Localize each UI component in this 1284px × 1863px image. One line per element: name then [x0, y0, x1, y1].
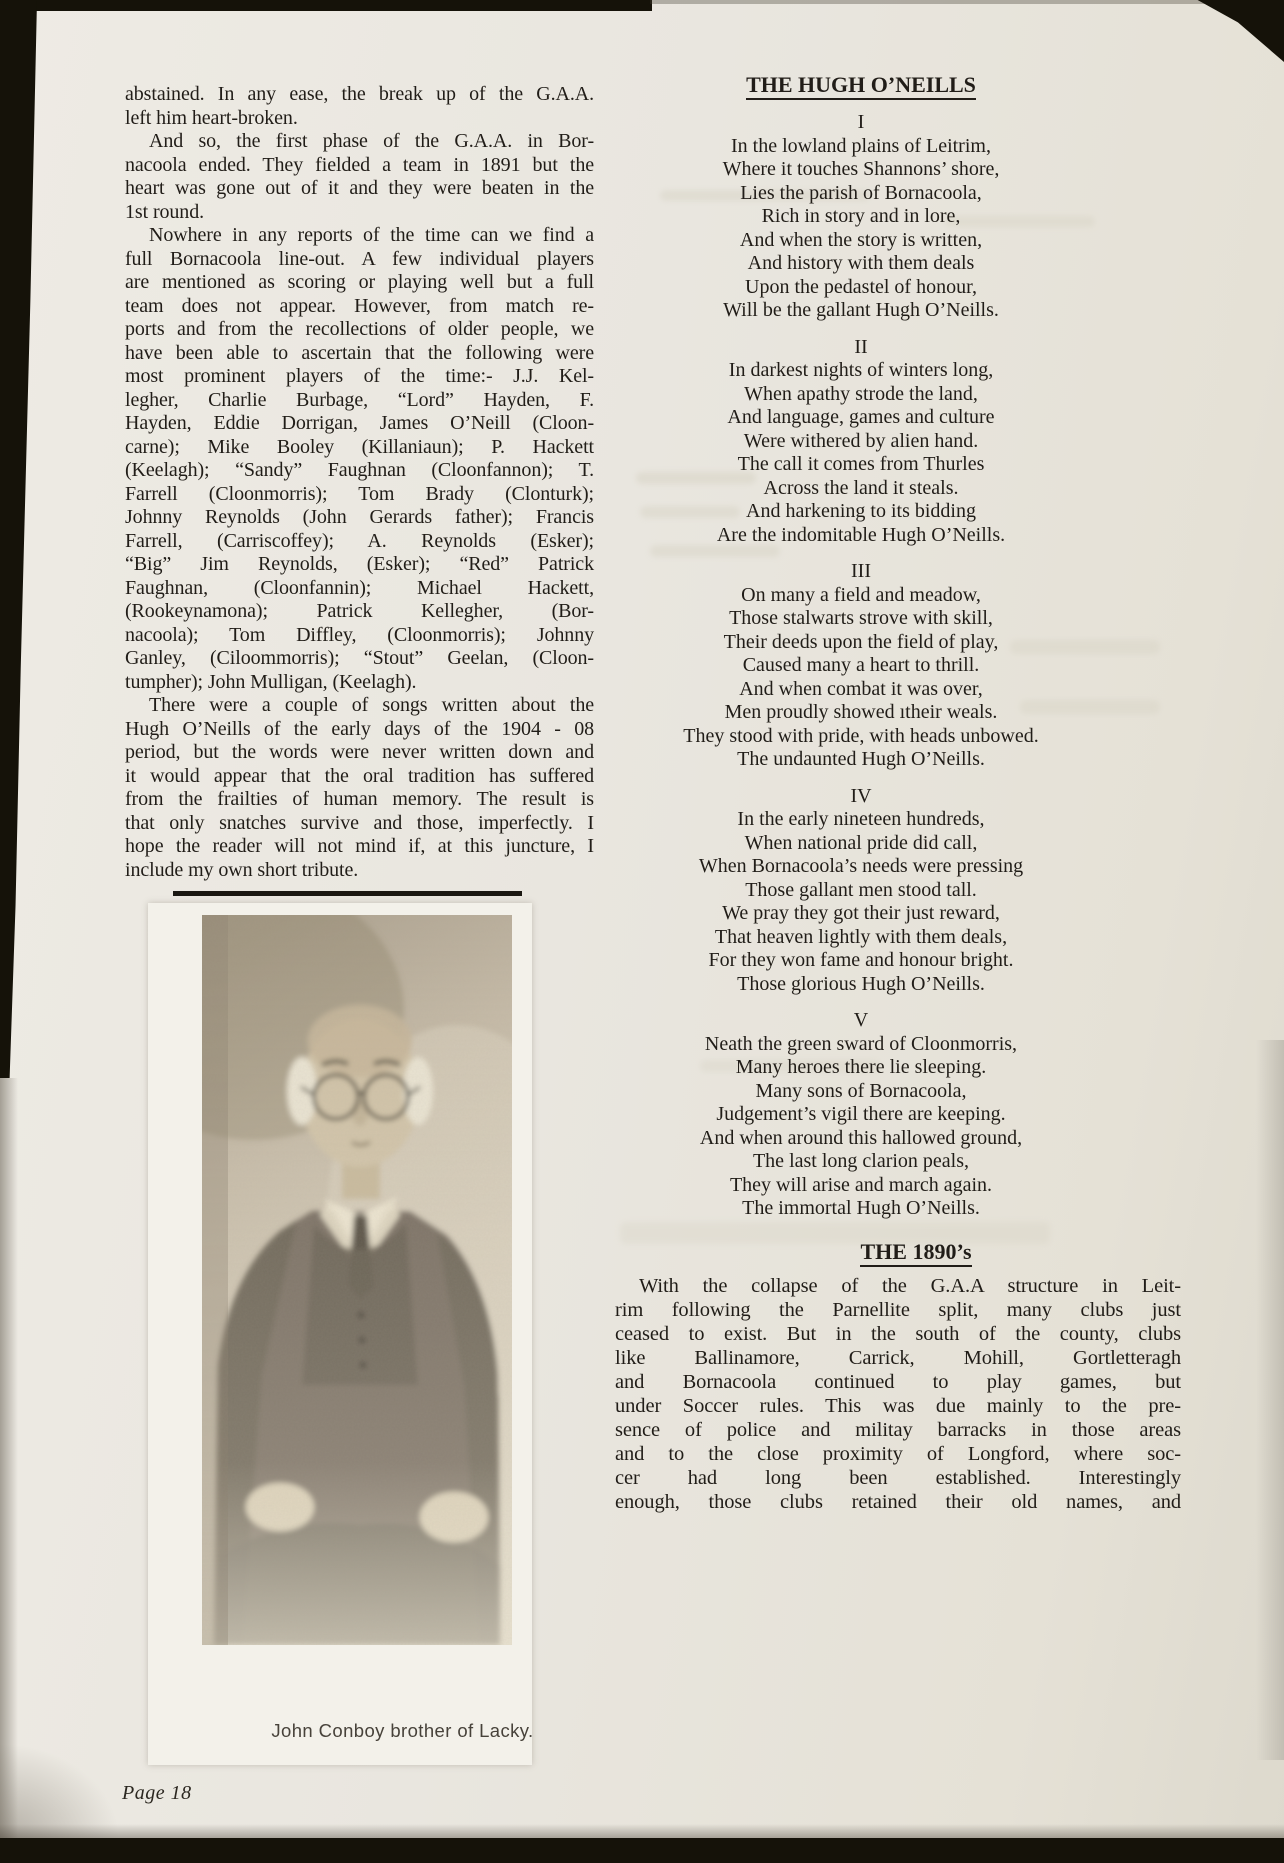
- poem-line: Are the indomitable Hugh O’Neills.: [716, 523, 1006, 546]
- poem-line: Neath the green sward of Cloonmorris,: [704, 1032, 1018, 1055]
- poem-column: [618, 72, 1104, 1221]
- text-line: Hayden, Eddie Dorrigan, James O’Neill (Cloon-: [125, 412, 594, 434]
- text-line: Ganley, (Ciloommorris); “Stout” Geelan, (Cloon-: [125, 647, 594, 669]
- text-line: ports and from the recollections of older people, we: [125, 318, 594, 340]
- stanza-numeral: II: [854, 335, 868, 358]
- text-line: (Rookeynamona); Patrick Kellegher, (Bor-: [125, 600, 594, 622]
- poem-line: Lies the parish of Bornacoola,: [740, 181, 982, 204]
- text-line: And so, the first phase of the G.A.A. in Bor-: [149, 130, 594, 152]
- text-line: Farrell (Cloonmorris); Tom Brady (Clonturk);: [125, 482, 594, 505]
- poem-line: They will arise and march again.: [729, 1173, 993, 1196]
- section-1890s: [615, 1238, 1181, 1514]
- text-line: period, but the words were never written down and: [125, 741, 594, 763]
- text-line: rim following the Parnellite split, many clubs just: [615, 1299, 1181, 1321]
- text-line: from the frailties of human memory. The result is: [125, 788, 594, 810]
- poem-title: THE HUGH O’NEILLS: [618, 72, 1104, 98]
- poem-line: Judgement’s vigil there are keeping.: [716, 1103, 1006, 1125]
- text-line: nacoola); Tom Diffley, (Cloonmorris); Johnny: [125, 623, 594, 646]
- text-line: Farrell, (Carriscoffey); A. Reynolds (Esker);: [125, 529, 594, 552]
- poem-line: We pray they got their just reward,: [722, 902, 1000, 924]
- poem-line: Caused many a heart to thrill.: [742, 654, 980, 676]
- poem-line: That heaven lightly with them deals,: [714, 925, 1008, 948]
- poem-line: For they won fame and honour bright.: [708, 949, 1014, 971]
- text-line: sence of police and militay barracks in those areas: [615, 1419, 1181, 1441]
- text-line: have been able to ascertain that the following were: [125, 341, 594, 364]
- text-line: ceased to exist. But in the south of the county, clubs: [615, 1323, 1181, 1345]
- text-line: like Ballinamore, Carrick, Mohill, Gortletteragh: [615, 1347, 1181, 1369]
- photo-top-rule: [173, 891, 522, 896]
- poem-line: Rich in story and in lore,: [761, 205, 961, 227]
- scan-edge-top: [0, 0, 652, 11]
- text-line: Nowhere in any reports of the time can we find a: [149, 224, 594, 246]
- text-line: under Soccer rules. This was due mainly to the pre-: [615, 1395, 1181, 1417]
- poem-line: They stood with pride, with heads unbowed.: [683, 724, 1039, 747]
- text-line: that only snatches survive and those, imperfectly. I: [125, 811, 594, 834]
- text-line: team does not appear. However, from match re-: [125, 294, 594, 317]
- page-number: Page 18: [122, 1782, 192, 1804]
- stanza-numeral: V: [853, 1009, 869, 1031]
- text-line: carne); Mike Booley (Killaniaun); P. Hackett: [125, 435, 594, 458]
- poem-line: And when the story is written,: [739, 228, 983, 251]
- scan-edge-top-shadow: [650, 0, 1210, 4]
- poem-line: Where it touches Shannons’ shore,: [722, 158, 1000, 180]
- poem-line: The immortal Hugh O’Neills.: [742, 1197, 980, 1219]
- text-line: nacoola ended. They fielded a team in 1891 but the: [125, 153, 594, 176]
- poem-line: Their deeds upon the field of play,: [723, 630, 999, 653]
- text-line: full Bornacoola line-out. A few individual players: [125, 247, 594, 270]
- poem-line: In the lowland plains of Leitrim,: [731, 134, 991, 157]
- scan-edge-right-shadow: [1256, 1040, 1284, 1760]
- text-line: With the collapse of the G.A.A structure in Leit-: [639, 1275, 1181, 1297]
- section-heading-1890s: THE 1890’s: [633, 1238, 1199, 1266]
- text-line: There were a couple of songs written about the: [149, 694, 594, 716]
- poem-line: And when around this hallowed ground,: [699, 1126, 1023, 1149]
- poem-line: In darkest nights of winters long,: [728, 359, 994, 381]
- photo-caption: John Conboy brother of Lacky.: [271, 1720, 534, 1741]
- text-line: “Big” Jim Reynolds, (Esker); “Red” Patrick: [125, 553, 594, 575]
- left-column-text: [125, 83, 594, 882]
- poem-line: Those gallant men stood tall.: [745, 878, 977, 901]
- poem-line: Across the land it steals.: [763, 476, 959, 499]
- poem-line: Those glorious Hugh O’Neills.: [737, 972, 985, 995]
- text-line: left him heart-broken.: [125, 106, 298, 129]
- text-line: include my own short tribute.: [125, 858, 359, 881]
- stanza-numeral: III: [851, 560, 871, 582]
- text-line: 1st round.: [125, 200, 205, 223]
- poem-line: In the early nineteen hundreds,: [737, 808, 985, 830]
- text-line: and to the close proximity of Longford, where soc-: [615, 1443, 1181, 1465]
- text-line: Johnny Reynolds (John Gerards father); Francis: [125, 506, 594, 528]
- poem-line: When apathy strode the land,: [744, 382, 978, 405]
- poem-line: Were withered by alien hand.: [743, 429, 979, 452]
- poem-line: Will be the gallant Hugh O’Neills.: [723, 299, 999, 321]
- poem-stanzas: [618, 111, 1104, 1221]
- poem-line: The last long clarion peals,: [752, 1150, 970, 1172]
- poem-line: Many heroes there lie sleeping.: [735, 1056, 987, 1078]
- scan-edge-left-lower: [0, 1078, 18, 1840]
- text-line: legher, Charlie Burbage, “Lord” Hayden, F.: [125, 388, 594, 411]
- poem-line: Those stalwarts strove with skill,: [729, 607, 993, 629]
- poem-line: The undaunted Hugh O’Neills.: [737, 748, 985, 770]
- poem-line: Many sons of Bornacoola,: [755, 1079, 967, 1102]
- poem-line: And language, games and culture: [727, 406, 995, 428]
- text-line: are mentioned as scoring or playing well but a full: [125, 271, 594, 293]
- text-line: Hugh O’Neills of the early days of the 1904 - 08: [125, 717, 594, 740]
- poem-line: Upon the pedastel of honour,: [745, 275, 977, 298]
- scan-edge-bottom: [0, 1838, 1284, 1863]
- section-1890s-text: [615, 1274, 1181, 1514]
- scan-edge-bottom-shadow: [0, 1824, 1284, 1838]
- poem-line: Men proudly showed ıtheir weals.: [724, 701, 998, 723]
- text-line: tumpher); John Mulligan, (Keelagh).: [125, 670, 417, 693]
- stanza-numeral: I: [857, 111, 865, 133]
- poem-line: And when combat it was over,: [739, 677, 983, 700]
- stanza-numeral: IV: [850, 784, 872, 807]
- poem-line: On many a field and meadow,: [741, 583, 981, 606]
- poem-line: And history with them deals: [747, 252, 975, 274]
- text-line: hope the reader will not mind if, at this juncture, I: [125, 835, 594, 857]
- text-line: enough, those clubs retained their old names, and: [615, 1491, 1181, 1513]
- poem-line: When Bornacoola’s needs were pressing: [698, 855, 1024, 877]
- text-line: most prominent players of the time:- J.J. Kel-: [125, 365, 594, 387]
- text-line: and Bornacoola continued to play games, but: [615, 1371, 1181, 1393]
- text-line: cer had long been established. Interestingly: [615, 1467, 1181, 1489]
- poem-line: The call it comes from Thurles: [737, 453, 985, 475]
- text-line: heart was gone out of it and they were beaten in the: [125, 177, 594, 199]
- text-line: it would appear that the oral tradition has suffered: [125, 764, 594, 787]
- text-line: (Keelagh); “Sandy” Faughnan (Cloonfannon); T.: [125, 459, 594, 481]
- scan-edge-top-right-corner: [1188, 0, 1284, 62]
- poem-line: And harkening to its bidding: [746, 500, 976, 522]
- scan-edge-left: [0, 0, 37, 1078]
- text-line: Faughnan, (Cloonfannin); Michael Hackett,: [125, 576, 594, 599]
- text-line: abstained. In any ease, the break up of the G.A.A.: [125, 83, 594, 105]
- poem-line: When national pride did call,: [744, 831, 978, 854]
- portrait-photo: [202, 915, 512, 1645]
